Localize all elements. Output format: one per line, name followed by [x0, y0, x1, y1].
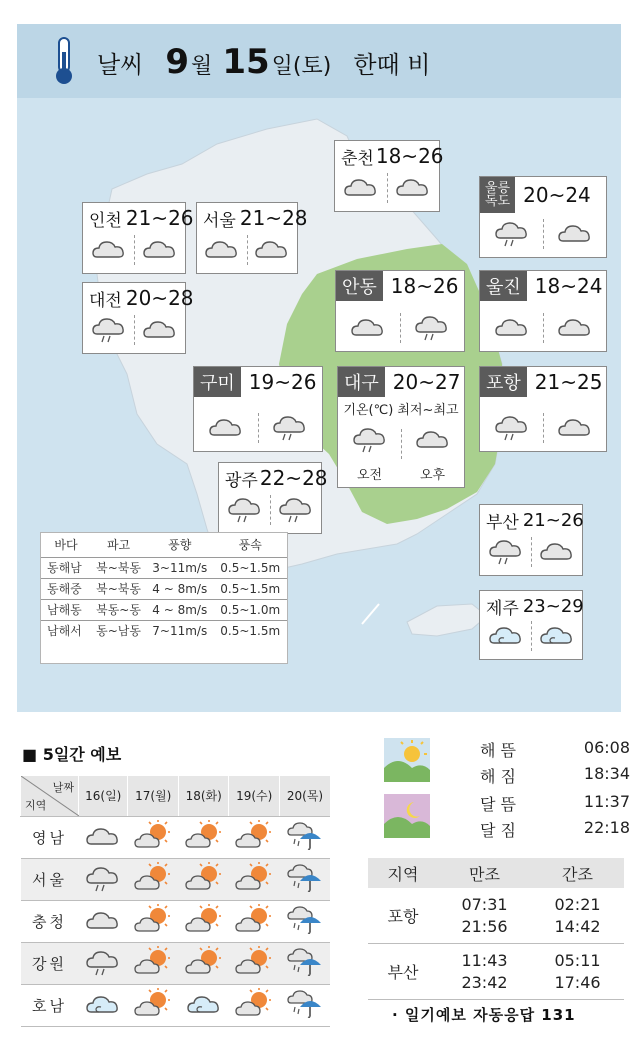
- partly-sunny-icon: [235, 835, 273, 854]
- forecast-day: 19(수): [229, 776, 280, 816]
- title-month: 9: [165, 42, 190, 82]
- tide-header: 간조: [562, 864, 593, 884]
- partly-sunny-icon: [185, 835, 223, 854]
- forecast-day: 16(일): [79, 776, 128, 816]
- city-card-jeju: [479, 590, 583, 660]
- city-temp: 18~24: [534, 274, 603, 298]
- sea-row: 남해동 북동~동 4 ~ 8m/s 0.5~1.0m: [41, 599, 287, 620]
- partly-cloudy-icon: [488, 621, 524, 651]
- city-card-daegu-legend: [337, 366, 465, 488]
- table-corner: 날짜 지역: [21, 776, 79, 816]
- title-day-unit: 일(토): [271, 54, 332, 79]
- city-temp: 21~25: [534, 370, 603, 394]
- legend-label: 기온(℃) 최저~최고: [343, 403, 459, 418]
- title-summary: 한때 비: [353, 51, 431, 79]
- sun-moon-panel: [384, 736, 630, 846]
- city-card-daejeon: [82, 282, 194, 354]
- partly-sunny-icon: [134, 835, 172, 854]
- cloud-icon: [415, 425, 451, 455]
- city-name: 대전: [89, 290, 122, 311]
- forecast-row: [21, 984, 331, 1026]
- cloud-icon: [91, 235, 127, 265]
- city-name: 울릉 독도: [480, 177, 515, 213]
- city-temp: 19~26: [248, 370, 317, 394]
- city-name: 광주: [225, 470, 258, 491]
- title-prefix: 날씨: [97, 51, 144, 79]
- cloud-icon: [350, 313, 386, 343]
- rain-umbrella-icon: [286, 878, 324, 897]
- city-card-busan: [479, 504, 583, 576]
- tide-row: 부산 11:43 23:42 05:11 17:46: [368, 944, 624, 1000]
- city-temp: 18~26: [390, 274, 459, 298]
- city-temp: 20~24: [523, 183, 591, 207]
- forecast-row: [21, 816, 331, 858]
- rain-cloud-icon: [278, 492, 314, 528]
- sea-header: 파고: [106, 538, 131, 553]
- cloud-icon: [539, 537, 575, 567]
- sea-row: 남해서 동~남동 7~11m/s 0.5~1.5m: [41, 620, 287, 641]
- city-card-uljin: [479, 270, 607, 352]
- forecast-hotline: · 일기예보 자동응답 131: [392, 1006, 576, 1024]
- forecast-row: [21, 900, 331, 942]
- forecast-day: 18(화): [178, 776, 229, 816]
- city-temp: 22~28: [259, 466, 328, 490]
- city-temp: 21~28: [239, 206, 308, 230]
- city-name: 인천: [89, 210, 122, 231]
- moonrise-row: 달 뜸 11:37: [480, 792, 630, 814]
- rain-umbrella-icon: [286, 920, 324, 939]
- legend-pm: 오후: [419, 468, 446, 483]
- cloud-icon: [208, 413, 244, 443]
- sunrise-icon: [384, 738, 430, 782]
- cloud-icon: [494, 313, 530, 343]
- rain-cloud-icon: [227, 492, 263, 528]
- sea-header: 풍속: [238, 538, 262, 553]
- sea-header: 풍향: [168, 538, 192, 553]
- tide-header: 지역: [387, 864, 419, 884]
- rain-cloud-icon: [414, 310, 450, 346]
- city-name: 대구: [338, 367, 385, 397]
- city-temp: 18~26: [375, 144, 444, 168]
- forecast-region: 영남: [21, 816, 79, 858]
- rain-cloud-icon: [352, 422, 388, 458]
- rain-cloud-icon: [272, 410, 308, 446]
- city-card-pohang: [479, 366, 607, 452]
- sea-header: 바다: [54, 538, 78, 553]
- partly-sunny-icon: [185, 919, 223, 938]
- sea-conditions-table: [40, 532, 288, 664]
- forecast-row: [21, 942, 331, 984]
- city-name: 춘천: [341, 148, 374, 169]
- five-day-forecast-table: [20, 776, 330, 1027]
- cloud-icon: [254, 235, 290, 265]
- partly-sunny-icon: [134, 919, 172, 938]
- cloud-icon: [204, 235, 240, 265]
- forecast-region: 서울: [21, 858, 79, 900]
- sunrise-row: 해 뜸 06:08: [480, 738, 630, 760]
- city-card-gwangju: [218, 462, 328, 534]
- title-month-unit: 월: [191, 54, 213, 79]
- partly-sunny-icon: [185, 961, 223, 980]
- cloud-icon: [85, 917, 121, 936]
- tide-header: 만조: [469, 864, 500, 884]
- moonset-row: 달 짐 22:18: [480, 818, 630, 840]
- partly-cloudy-icon: [85, 1001, 121, 1020]
- forecast-section-title: ■ 5일간 예보: [22, 745, 122, 764]
- city-temp: 20~28: [125, 286, 194, 310]
- city-card-gumi: [193, 366, 323, 452]
- city-name: 구미: [194, 367, 241, 397]
- city-card-incheon: [82, 202, 194, 274]
- rain-cloud-icon: [494, 410, 530, 446]
- forecast-row: [21, 858, 331, 900]
- city-temp: 20~27: [392, 370, 461, 394]
- partly-sunny-icon: [235, 919, 273, 938]
- city-temp: 21~26: [522, 509, 584, 531]
- partly-sunny-icon: [235, 1003, 273, 1022]
- rain-cloud-icon: [85, 962, 121, 981]
- forecast-day: 20(목): [279, 776, 330, 816]
- city-card-seoul: [196, 202, 308, 274]
- sea-row: 동해남 북~북동 3~11m/s 0.5~1.5m: [41, 557, 287, 578]
- city-name: 서울: [203, 210, 236, 231]
- cloud-icon: [557, 413, 593, 443]
- tide-table: [368, 858, 624, 1000]
- title-day: 15: [222, 42, 270, 82]
- rain-cloud-icon: [85, 878, 121, 897]
- legend-am: 오전: [356, 468, 383, 483]
- partly-sunny-icon: [134, 1003, 172, 1022]
- partly-sunny-icon: [235, 961, 273, 980]
- forecast-region: 호남: [21, 984, 79, 1026]
- cloud-icon: [557, 313, 593, 343]
- partly-cloudy-icon: [186, 1001, 222, 1020]
- partly-sunny-icon: [185, 877, 223, 896]
- partly-sunny-icon: [235, 877, 273, 896]
- city-card-andong: [335, 270, 465, 352]
- city-name: 제주: [486, 598, 519, 619]
- city-name: 부산: [486, 512, 519, 533]
- cloud-icon: [85, 833, 121, 852]
- rain-cloud-icon: [488, 534, 524, 570]
- forecast-region: 강원: [21, 942, 79, 984]
- forecast-region: 충청: [21, 900, 79, 942]
- city-name: 포항: [480, 367, 527, 397]
- city-card-chuncheon: [334, 140, 444, 212]
- city-name: 울진: [480, 271, 527, 301]
- forecast-day: 17(월): [128, 776, 179, 816]
- cloud-icon: [557, 219, 593, 249]
- rain-cloud-icon: [494, 216, 530, 252]
- cloud-icon: [343, 173, 379, 203]
- city-card-ulleung: [479, 176, 607, 258]
- partly-sunny-icon: [134, 961, 172, 980]
- rain-umbrella-icon: [286, 1004, 324, 1023]
- sunset-row: 해 짐 18:34: [480, 764, 630, 786]
- tide-row: 포항 07:31 21:56 02:21 14:42: [368, 888, 624, 944]
- rain-umbrella-icon: [286, 836, 324, 855]
- rain-umbrella-icon: [286, 962, 324, 981]
- city-temp: 23~29: [522, 595, 584, 617]
- moonrise-icon: [384, 794, 430, 838]
- cloud-icon: [142, 315, 178, 345]
- sea-row: 동해중 북~북동 4 ~ 8m/s 0.5~1.5m: [41, 578, 287, 599]
- rain-cloud-icon: [91, 312, 127, 348]
- partly-sunny-icon: [134, 877, 172, 896]
- city-name: 안동: [336, 271, 383, 301]
- partly-cloudy-icon: [539, 621, 575, 651]
- cloud-icon: [395, 173, 431, 203]
- city-temp: 21~26: [125, 206, 194, 230]
- cloud-icon: [142, 235, 178, 265]
